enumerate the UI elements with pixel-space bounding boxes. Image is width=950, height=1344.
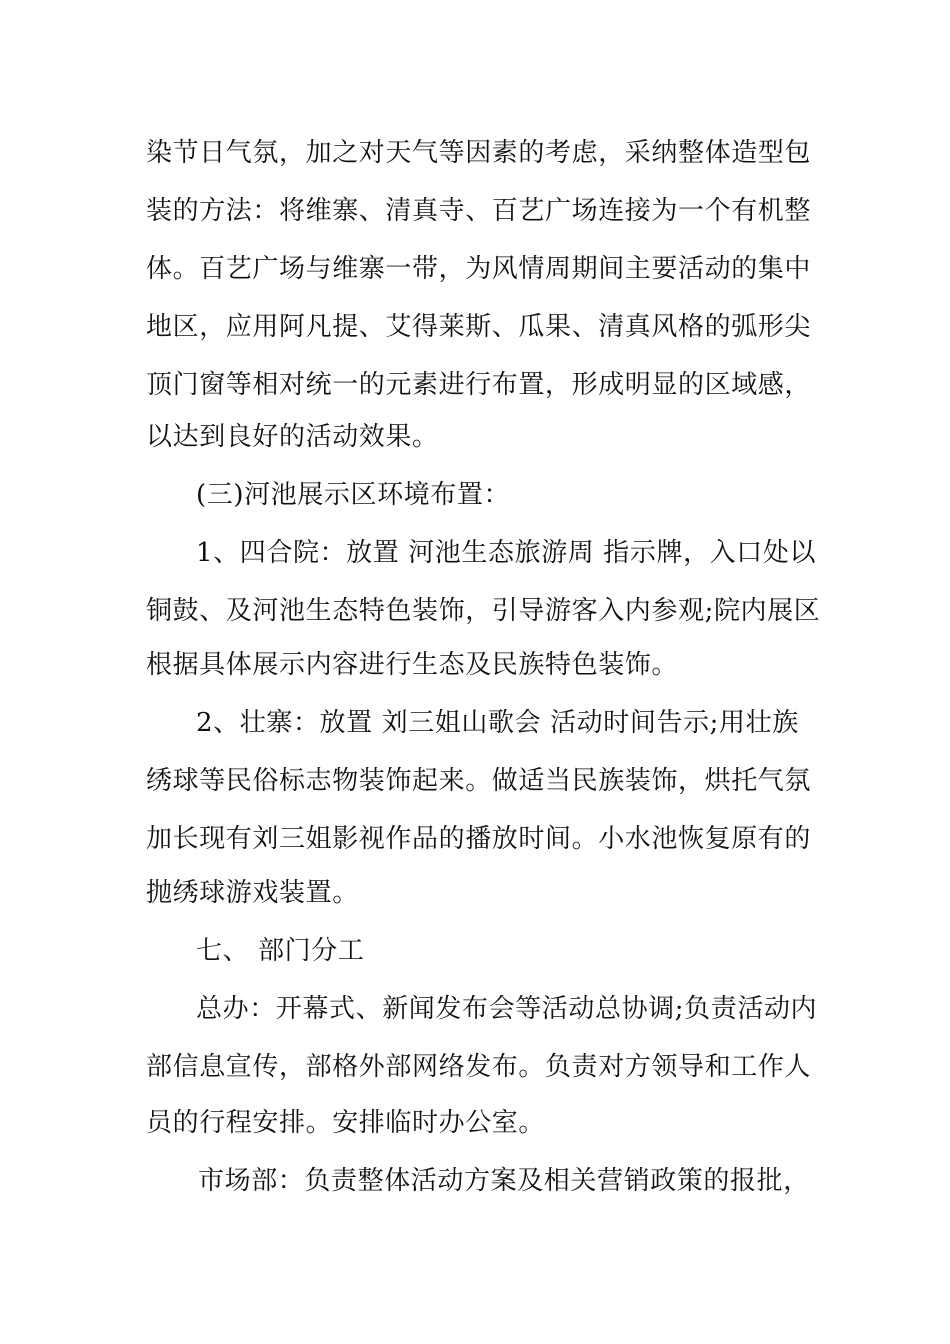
paragraph-line: 员的行程安排。安排临时办公室。 [146, 1108, 546, 1138]
paragraph-line: 2、壮寨：放置 刘三姐山歌会 活动时间告示;用壮族 [196, 708, 799, 738]
paragraph-line: 地区，应用阿凡提、艾得莱斯、瓜果、清真风格的弧形尖 [146, 312, 812, 342]
paragraph-line: 市场部：负责整体活动方案及相关营销政策的报批， [198, 1166, 810, 1196]
paragraph-line: 总办：开幕式、新闻发布会等活动总协调;负责活动内 [196, 994, 818, 1024]
paragraph-line: 以达到良好的活动效果。 [146, 422, 439, 452]
paragraph-line: 抛绣球游戏装置。 [146, 878, 359, 908]
paragraph-line: 1、四合院：放置 河池生态旅游周 指示牌，入口处以 [196, 538, 817, 568]
paragraph-line: 顶门窗等相对统一的元素进行布置，形成明显的区域感， [146, 370, 812, 400]
section-heading: (三)河池展示区环境布置： [196, 480, 511, 510]
paragraph-line: 装的方法：将维寨、清真寺、百艺广场连接为一个有机整 [146, 196, 812, 226]
paragraph-line: 绣球等民俗标志物装饰起来。做适当民族装饰，烘托气氛 [146, 766, 812, 796]
paragraph-line: 染节日气氛，加之对天气等因素的考虑，采纳整体造型包 [146, 138, 812, 168]
paragraph-line: 加长现有刘三姐影视作品的播放时间。小水池恢复原有的 [146, 824, 812, 854]
paragraph-line: 体。百艺广场与维寨一带，为风情周期间主要活动的集中 [146, 254, 812, 284]
section-heading: 七、 部门分工 [196, 936, 365, 966]
paragraph-line: 铜鼓、及河池生态特色装饰，引导游客入内参观;院内展区 [146, 596, 821, 626]
paragraph-line: 根据具体展示内容进行生态及民族特色装饰。 [146, 650, 679, 680]
paragraph-line: 部信息宣传，部格外部网络发布。负责对方领导和工作人 [146, 1052, 812, 1082]
